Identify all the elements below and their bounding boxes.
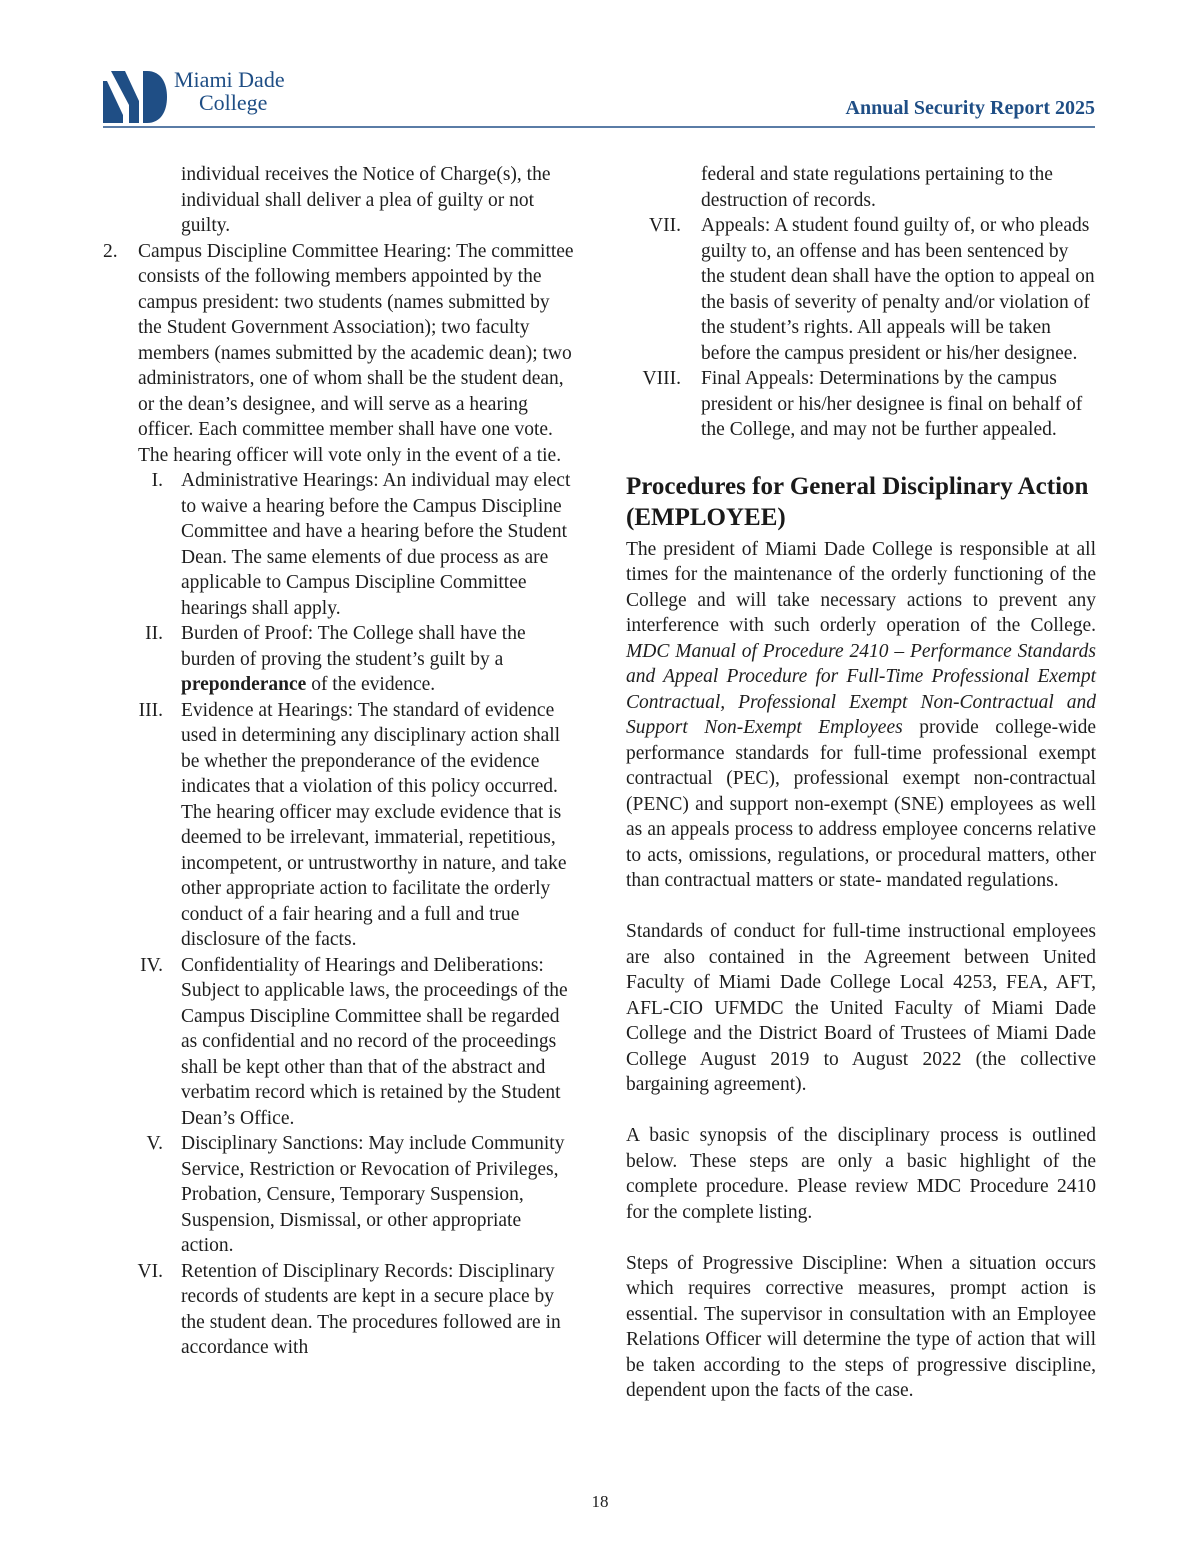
logo-line-2: College [199,90,268,115]
roman-item-text: Burden of Proof: The College shall have the burden of proving the student’s guilt by a [181,623,526,670]
list-marker: 2. [103,240,118,262]
paragraph-synopsis: A basic synopsis of the disciplinary process is outlined below. These steps are only a basic highlight of the complete procedure. Please review MDC Procedure 2410 for the complete listing. [626,1125,1096,1223]
roman-marker: VI. [137,1260,163,1282]
section-heading: Procedures for General Disciplinary Action (EMPLOYEE) [626,472,1089,531]
page-header [103,66,1095,128]
continued-paragraph: individual receives the Notice of Charge(s), the individual shall deliver a plea of guilty or not guilty. [181,164,551,236]
bold-term: preponderance [181,674,307,695]
header-divider [103,126,1095,128]
roman-item-vii [626,213,1096,366]
right-column [626,162,1096,1404]
report-title: Annual Security Report 2025 [845,97,1095,119]
paragraph-text-end: provide college-wide performance standards for full-time professional exempt contractual (PEC), professional exempt non-contractual (PENC) and support non-exempt (SNE) employees as well as an appeals process to address employee concerns relative to acts, omissions, regulations, or procedural matters, other than contractual matters or state- mandated regulations. [626,717,1097,891]
roman-marker: III. [138,699,163,721]
roman-item-text: Confidentiality of Hearings and Deliberations: Subject to applicable laws, the proceedings of the Campus Discipline Committee shall be regarded as confidential and no record of the proceedings shall be kept other than that of the abstract and verbatim record which is retained by the Student Dean’s Office. [181,954,568,1129]
roman-item-v [103,1131,578,1259]
roman-item-ii [103,621,578,698]
list-item-text: Campus Discipline Committee Hearing: The committee consists of the following members appointed by the campus president: two students (names submitted by the Student Government Association); two faculty members (names submitted by the academic dean); two administrators, one of whom shall be the student dean, or the dean’s designee, and will serve as a hearing officer. Each committee member shall have one vote. The hearing officer will vote only in the event of a tie. [138,240,574,466]
roman-item-text: Retention of Disciplinary Records: Disciplinary records of students are kept in a secure place by the student dean. The procedures followed are in accordance with [181,1260,561,1358]
paragraph-responsibility [626,537,1096,894]
paragraph-standards: Standards of conduct for full-time instructional employees are also contained in the Agreement between United Faculty of Miami Dade College Local 4253, FEA, AFT, AFL-CIO UFMDC the United Faculty of Miami Dade College and the District Board of Trustees of Miami Dade College August 2019 to August 2022 (the collective bargaining agreement). [626,921,1096,1095]
list-item-2 [103,239,578,469]
page-number: 18 [591,1492,609,1511]
roman-marker: IV. [140,954,163,976]
college-logo-text [174,68,285,114]
roman-marker: V. [146,1133,163,1154]
roman-marker: I. [151,470,163,491]
paragraph-text: The president of Miami Dade College is responsible at all times for the maintenance of the orderly functioning of the College and will take necessary actions to prevent any interference with such orderly operation of the College. [626,538,1096,636]
continued-paragraph: federal and state regulations pertaining to the destruction of records. [701,164,1053,211]
logo-line-1: Miami Dade [174,67,285,92]
roman-item-viii [626,366,1096,443]
college-logo-icon [103,71,167,123]
roman-item-text: Disciplinary Sanctions: May include Community Service, Restriction or Revocation of Privileges, Probation, Censure, Temporary Suspension, Suspension, Dismissal, or other appropriate action. [181,1133,565,1256]
roman-item-text: Evidence at Hearings: The standard of evidence used in determining any disciplinary action shall be whether the preponderance of the evidence indicates that a violation of this policy occurred. The hearing officer may exclude evidence that is deemed to be irrelevant, immaterial, repetitious, incompetent, or untrustworthy in nature, and take other appropriate action to facilitate the orderly conduct of a fair hearing and a full and true disclosure of the facts. [181,699,567,950]
roman-item-text: Appeals: A student found guilty of, or who pleads guilty to, an offense and has been sentenced by the student dean shall have the option to appeal on the basis of severity of penalty and/or violation of the student’s rights. All appeals will be taken before the campus president or his/her designee. [701,215,1095,364]
roman-item-text: Administrative Hearings: An individual may elect to waive a hearing before the Campus Discipline Committee and have a hearing before the Student Dean. The same elements of due process as are applicable to Campus Discipline Committee hearings shall apply. [181,470,571,619]
roman-marker: II. [145,623,163,644]
paragraph-progressive-discipline: Steps of Progressive Discipline: When a situation occurs which requires corrective measures, prompt action is essential. The supervisor in consultation with an Employee Relations Officer will determine the type of action that will be taken according to the steps of progressive discipline, dependent upon the facts of the case. [626,1252,1096,1401]
roman-item-i [103,468,578,621]
roman-marker: VII. [649,215,681,236]
roman-item-text-end: of the evidence. [311,674,436,695]
left-column [103,162,578,1361]
roman-item-text: Final Appeals: Determinations by the campus president or his/her designee is final on behalf of the College, and may not be further appealed. [701,368,1083,440]
roman-marker: VIII. [642,368,681,389]
procedure-citation: MDC Manual of Procedure 2410 – Performance Standards and Appeal Procedure for Full-Time Professional Exempt Contractual, Professional Exempt Non-Contractual and Support Non-Exempt Employees [626,640,1096,738]
roman-item-vi [103,1259,578,1361]
roman-item-iii [103,698,578,953]
roman-item-iv [103,953,578,1132]
